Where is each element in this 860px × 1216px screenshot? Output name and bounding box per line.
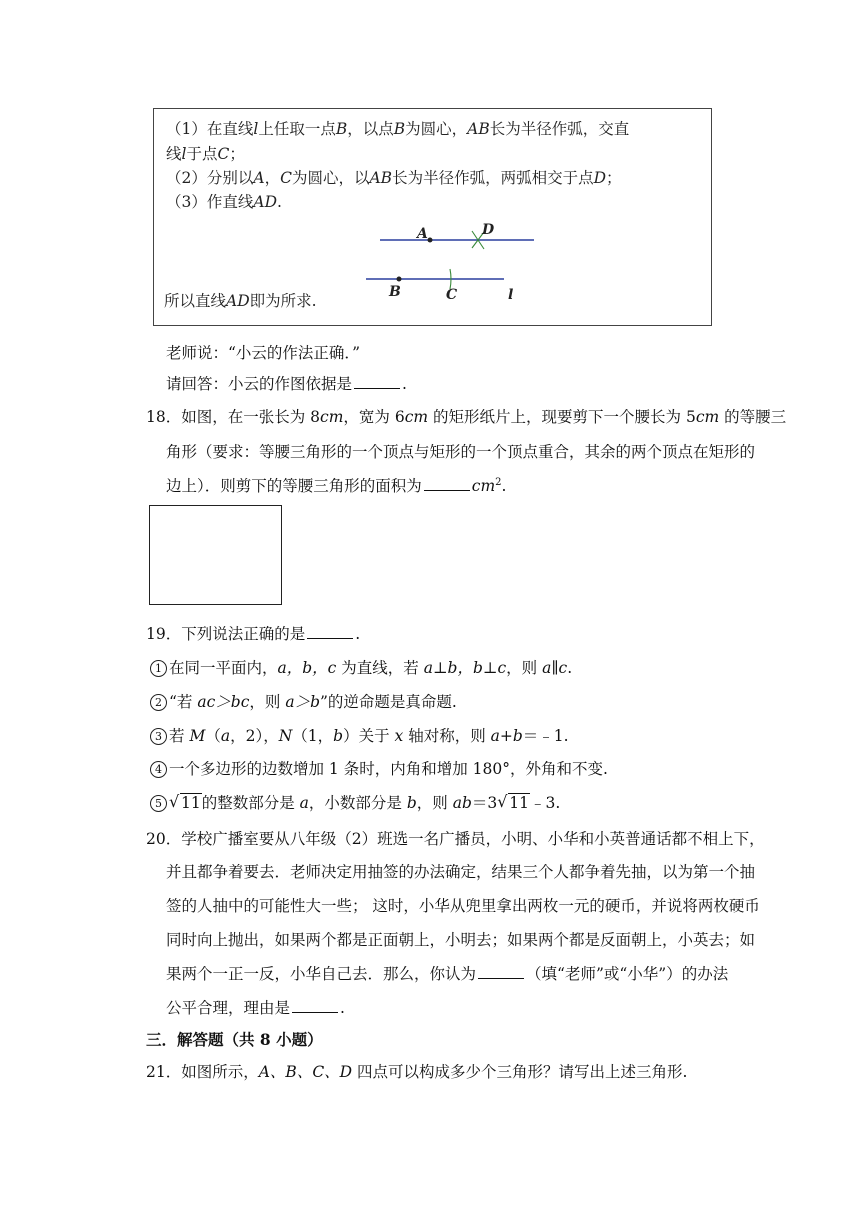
q19-option-4: 4 一个多边形的边数增加 1 条时，内角和增加 180°，外角和不变. xyxy=(150,757,608,779)
conclusion: 所以直线AD即为所求. xyxy=(164,292,317,310)
answer-blank[interactable] xyxy=(292,998,338,1013)
answer-blank[interactable] xyxy=(424,476,470,491)
q20-line-5: 果两个一正一反，小华自己去．那么，你认为 （填“老师”或“小华”）的办法 xyxy=(166,965,729,983)
step-3: （3）作直线AD. xyxy=(166,193,282,211)
label-l: l xyxy=(508,287,514,303)
q20-line-1: 20．学校广播室要从八年级（2）班选一名广播员，小明、小华和小英普通话都不相上下， xyxy=(146,830,765,848)
label-d: D xyxy=(482,222,495,238)
label-a: A xyxy=(417,226,428,242)
rectangle-figure xyxy=(149,505,282,605)
q19-option-3: 3 若 M（a，2），N（1，b）关于 x 轴对称，则 a+b＝﹣1. xyxy=(150,724,569,746)
label-c: C xyxy=(446,287,458,303)
section-title: 三．解答题（共 8 小题） xyxy=(146,1030,323,1049)
q20-line-6: 公平合理，理由是 . xyxy=(166,999,345,1017)
q17-question: 请回答：小云的作图依据是 . xyxy=(166,375,407,393)
step-2: （2）分别以A，C为圆心，以AB长为半径作弧，两弧相交于点D； xyxy=(166,169,622,187)
sqrt-11: √ 11 xyxy=(497,792,530,812)
q19-option-1: 1 在同一平面内，a，b，c 为直线，若 a⊥b，b⊥c，则 a∥c. xyxy=(150,656,572,678)
q18-line-3: 边上）．则剪下的等腰三角形的面积为 $cm^2$. xyxy=(166,476,507,495)
point-a xyxy=(428,238,433,243)
answer-blank[interactable] xyxy=(478,964,524,979)
q18-line-2: 角形（要求：等腰三角形的一个顶点与矩形的一个顶点重合，其余的两个顶点在矩形的 xyxy=(166,443,756,461)
q19-option-5: 5 √ 11的整数部分是 a，小数部分是 b，则 ab＝3 √ 11﹣3. xyxy=(150,791,560,813)
q21: 21．如图所示，A、B、C、D 四点可以构成多少个三角形？请写出上述三角形. xyxy=(146,1063,688,1081)
q20-line-4: 同时向上抛出，如果两个都是正面朝上，小明去；如果两个都是反面朝上，小英去；如 xyxy=(166,931,756,949)
q18-line-1: 18．如图，在一张长为 8cm，宽为 6cm 的矩形纸片上，现要剪下一个腰长为 5cm 的等腰三 xyxy=(146,408,787,426)
q17-teacher-remark: 老师说：“小云的作法正确．” xyxy=(166,344,361,362)
sqrt-11: √ 11 xyxy=(169,792,201,812)
step-1-line-1: （1）在直线l上任取一点B，以点B为圆心，AB长为半径作弧，交直 xyxy=(166,120,630,138)
step-1-line-2: 线l于点C； xyxy=(166,145,245,163)
q19-title: 19．下列说法正确的是 . xyxy=(146,625,361,643)
label-b: B xyxy=(389,284,401,300)
answer-blank[interactable] xyxy=(354,374,400,389)
q20-line-3: 签的人抽中的可能性大一些； 这时，小华从兜里拿出两枚一元的硬币，并说将两枚硬币 xyxy=(166,897,760,915)
q20-line-2: 并且都争着要去．老师决定用抽签的办法确定，结果三个人都争着先抽，以为第一个抽 xyxy=(166,863,756,881)
answer-blank[interactable] xyxy=(307,624,353,639)
q19-option-2: 2 “若 ac＞bc，则 a＞b”的逆命题是真命题. xyxy=(150,690,457,712)
construction-steps-box xyxy=(153,108,712,326)
point-b xyxy=(397,277,402,282)
